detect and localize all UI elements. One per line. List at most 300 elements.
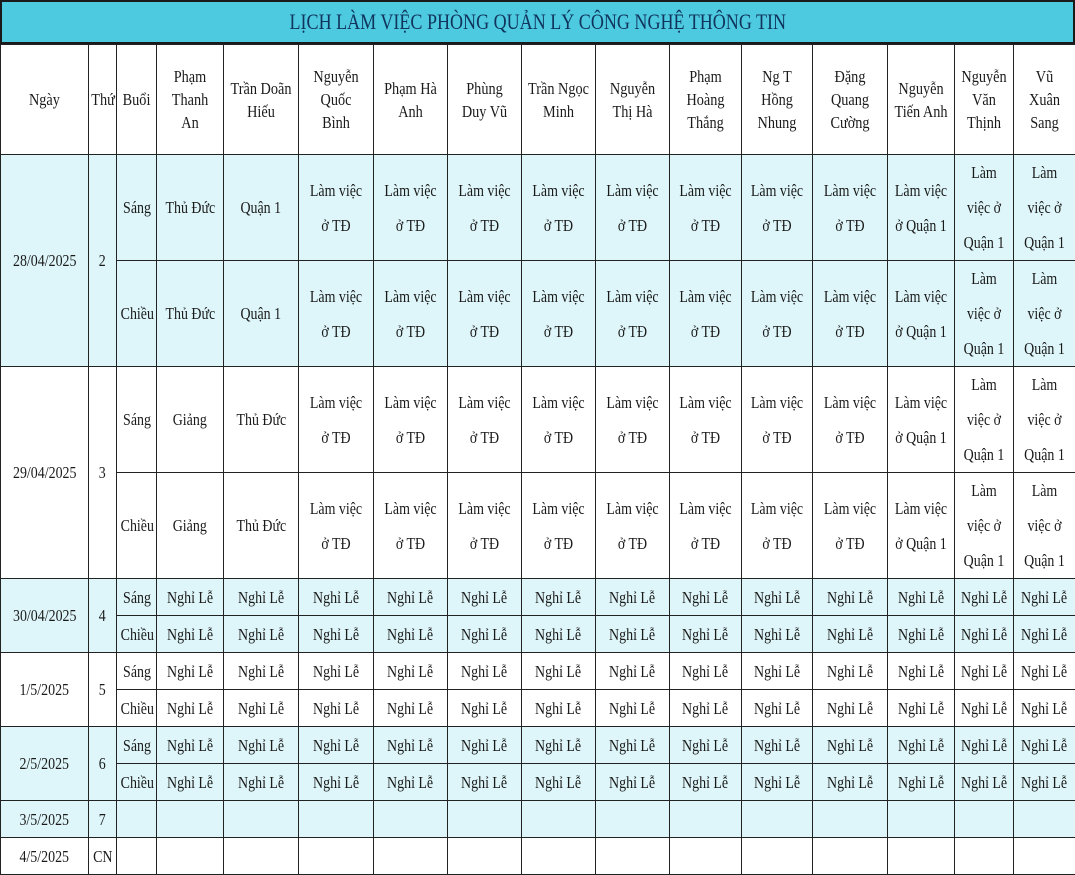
schedule-cell-text: Làm việc ở TĐ <box>748 385 805 455</box>
schedule-cell <box>374 838 448 875</box>
header-person <box>742 45 813 155</box>
schedule-cell <box>955 261 1014 367</box>
schedule-cell-text: Làm việc ở TĐ <box>676 491 734 561</box>
header-person-text: Trần Ngọc Minh <box>528 77 589 123</box>
schedule-cell-text: Làm việc ở Quận 1 <box>960 367 1008 472</box>
schedule-cell-text: Thủ Đức <box>165 190 215 225</box>
schedule-cell-text: Nghỉ Lễ <box>387 580 433 615</box>
schedule-cell-text: Làm việc ở TĐ <box>455 491 515 561</box>
header-person-text: Nguyễn Quốc Bình <box>305 65 367 134</box>
schedule-cell-text: Làm việc ở Quận 1 <box>1019 367 1069 472</box>
schedule-cell <box>596 473 670 579</box>
header-person-text: Phạm Hà Anh <box>380 77 441 123</box>
schedule-cell <box>299 690 374 727</box>
date-cell-text: 4/5/2025 <box>20 839 70 874</box>
schedule-cell-text: Làm việc ở TĐ <box>529 279 589 349</box>
schedule-cell <box>813 690 888 727</box>
schedule-cell-text: Làm việc ở Quận 1 <box>960 155 1008 260</box>
schedule-cell <box>596 616 670 653</box>
schedule-cell-text: Làm việc ở TĐ <box>603 173 663 243</box>
schedule-cell <box>1014 653 1075 690</box>
session-cell <box>117 473 157 579</box>
weekday-cell <box>89 727 117 801</box>
header-session <box>117 45 157 155</box>
schedule-cell-text: Nghỉ Lễ <box>682 691 728 726</box>
schedule-cell <box>596 579 670 616</box>
schedule-cell-text: Làm việc ở TĐ <box>306 385 367 455</box>
session-cell <box>117 653 157 690</box>
schedule-cell <box>224 616 299 653</box>
schedule-cell <box>224 727 299 764</box>
schedule-cell-text: Quận 1 <box>241 190 282 225</box>
schedule-cell <box>955 367 1014 473</box>
header-person-text: Nguyễn Thị Hà <box>602 77 663 123</box>
schedule-cell-text: Làm việc ở Quận 1 <box>1019 261 1069 366</box>
schedule-cell-text: Nghỉ Lễ <box>1021 728 1067 763</box>
schedule-cell-text: Nghỉ Lễ <box>609 617 655 652</box>
schedule-cell-text: Quận 1 <box>241 296 282 331</box>
table-row <box>1 690 1075 727</box>
schedule-cell <box>742 690 813 727</box>
table-row <box>1 155 1075 261</box>
schedule-cell <box>888 727 955 764</box>
schedule-cell <box>596 653 670 690</box>
schedule-cell-text: Làm việc ở TĐ <box>603 279 663 349</box>
schedule-cell-text: Nghỉ Lễ <box>961 580 1007 615</box>
schedule-cell-text: Nghỉ Lễ <box>461 728 507 763</box>
sheet-title-text: LỊCH LÀM VIỆC PHÒNG QUẢN LÝ CÔNG NGHỆ THÔNG TIN <box>289 9 786 35</box>
schedule-cell <box>1014 473 1075 579</box>
schedule-cell <box>448 261 522 367</box>
schedule-cell-text: Nghỉ Lễ <box>682 580 728 615</box>
header-person <box>888 45 955 155</box>
schedule-cell <box>955 155 1014 261</box>
schedule-cell-text: Nghỉ Lễ <box>827 728 873 763</box>
schedule-cell-text: Nghỉ Lễ <box>535 580 581 615</box>
schedule-cell <box>596 801 670 838</box>
header-person <box>670 45 742 155</box>
schedule-cell <box>742 616 813 653</box>
schedule-cell-text: Nghỉ Lễ <box>1021 617 1067 652</box>
schedule-cell <box>157 261 224 367</box>
session-cell-text: Sáng <box>123 190 151 225</box>
weekday-cell <box>89 155 117 367</box>
schedule-cell-text: Nghỉ Lễ <box>754 580 800 615</box>
schedule-cell-text: Làm việc ở TĐ <box>748 173 805 243</box>
schedule-cell <box>448 367 522 473</box>
schedule-cell-text: Nghỉ Lễ <box>535 617 581 652</box>
session-cell <box>117 764 157 801</box>
schedule-cell <box>374 473 448 579</box>
schedule-cell-text: Nghỉ Lễ <box>754 654 800 689</box>
schedule-cell-text: Nghỉ Lễ <box>167 654 213 689</box>
schedule-cell <box>888 579 955 616</box>
schedule-cell <box>224 367 299 473</box>
schedule-cell <box>299 727 374 764</box>
schedule-cell-text: Làm việc ở TĐ <box>306 279 367 349</box>
schedule-cell <box>742 473 813 579</box>
session-cell-text: Sáng <box>123 654 151 689</box>
schedule-cell <box>955 801 1014 838</box>
schedule-cell <box>522 473 596 579</box>
schedule-cell <box>955 616 1014 653</box>
schedule-cell-text: Làm việc ở TĐ <box>676 173 734 243</box>
schedule-cell <box>742 155 813 261</box>
weekday-cell <box>89 801 117 838</box>
schedule-cell <box>299 616 374 653</box>
schedule-cell-text: Làm việc ở Quận 1 <box>1019 473 1069 578</box>
schedule-cell <box>813 616 888 653</box>
schedule-cell <box>374 801 448 838</box>
schedule-cell <box>522 838 596 875</box>
weekday-cell-text: CN <box>93 839 112 874</box>
schedule-cell-text: Làm việc ở Quận 1 <box>894 279 948 349</box>
schedule-cell <box>813 838 888 875</box>
schedule-cell-text: Nghỉ Lễ <box>461 654 507 689</box>
schedule-cell <box>224 764 299 801</box>
schedule-cell <box>813 367 888 473</box>
schedule-cell-text: Nghỉ Lễ <box>387 691 433 726</box>
schedule-cell <box>1014 579 1075 616</box>
schedule-cell <box>374 155 448 261</box>
schedule-cell-text: Làm việc ở TĐ <box>529 491 589 561</box>
schedule-cell <box>157 473 224 579</box>
schedule-cell-text: Nghỉ Lễ <box>461 691 507 726</box>
schedule-cell <box>596 261 670 367</box>
schedule-cell <box>888 616 955 653</box>
schedule-cell <box>955 690 1014 727</box>
schedule-cell <box>224 838 299 875</box>
header-person-text: Ng T Hồng Nhung <box>748 65 807 134</box>
date-cell <box>1 579 89 653</box>
schedule-cell <box>813 801 888 838</box>
session-cell <box>117 838 157 875</box>
schedule-cell-text: Làm việc ở TĐ <box>306 173 367 243</box>
schedule-cell-text: Thủ Đức <box>236 508 286 543</box>
schedule-cell-text: Nghỉ Lễ <box>167 765 213 800</box>
date-cell-text: 2/5/2025 <box>20 746 70 781</box>
schedule-cell-text: Nghỉ Lễ <box>609 654 655 689</box>
schedule-cell-text: Thủ Đức <box>236 402 286 437</box>
header-person-text: Đặng Quang Cường <box>819 65 881 134</box>
session-cell <box>117 155 157 261</box>
schedule-cell <box>955 727 1014 764</box>
session-cell <box>117 579 157 616</box>
schedule-cell <box>299 838 374 875</box>
schedule-cell-text: Làm việc ở TĐ <box>676 279 734 349</box>
schedule-cell <box>448 653 522 690</box>
schedule-cell-text: Làm việc ở TĐ <box>603 491 663 561</box>
schedule-cell <box>742 838 813 875</box>
schedule-cell <box>522 690 596 727</box>
schedule-cell-text: Làm việc ở TĐ <box>676 385 734 455</box>
table-row <box>1 801 1075 838</box>
session-cell-text: Chiều <box>121 508 154 543</box>
weekday-cell-text: 7 <box>99 802 106 837</box>
schedule-cell-text: Làm việc ở TĐ <box>529 173 589 243</box>
header-person <box>374 45 448 155</box>
schedule-cell <box>888 690 955 727</box>
schedule-cell <box>448 838 522 875</box>
header-person <box>299 45 374 155</box>
schedule-cell-text: Làm việc ở TĐ <box>603 385 663 455</box>
schedule-cell <box>888 261 955 367</box>
schedule-cell-text: Làm việc ở TĐ <box>820 173 881 243</box>
schedule-cell-text: Nghỉ Lễ <box>387 765 433 800</box>
weekday-cell <box>89 838 117 875</box>
schedule-cell <box>522 764 596 801</box>
schedule-cell-text: Làm việc ở TĐ <box>381 491 441 561</box>
schedule-cell-text: Nghỉ Lễ <box>898 765 944 800</box>
schedule-cell <box>596 838 670 875</box>
schedule-cell <box>742 801 813 838</box>
schedule-cell <box>522 616 596 653</box>
schedule-cell <box>374 764 448 801</box>
header-person <box>955 45 1014 155</box>
schedule-cell-text: Nghỉ Lễ <box>961 728 1007 763</box>
schedule-cell <box>299 579 374 616</box>
schedule-cell <box>374 727 448 764</box>
header-person-text: Vũ Xuân Sang <box>1019 65 1070 134</box>
schedule-cell-text: Nghỉ Lễ <box>167 728 213 763</box>
schedule-cell <box>670 838 742 875</box>
date-cell-text: 30/04/2025 <box>13 598 77 633</box>
schedule-cell <box>813 473 888 579</box>
schedule-cell <box>888 367 955 473</box>
schedule-cell-text: Nghỉ Lễ <box>609 580 655 615</box>
session-cell <box>117 801 157 838</box>
schedule-cell <box>670 764 742 801</box>
schedule-cell-text: Nghỉ Lễ <box>1021 765 1067 800</box>
schedule-cell <box>1014 690 1075 727</box>
schedule-cell <box>670 473 742 579</box>
schedule-cell <box>670 579 742 616</box>
schedule-cell <box>888 155 955 261</box>
schedule-cell <box>596 764 670 801</box>
schedule-cell-text: Nghỉ Lễ <box>238 580 284 615</box>
schedule-cell <box>742 261 813 367</box>
header-person-text: Trần Doãn Hiếu <box>230 77 292 123</box>
schedule-cell-text: Nghỉ Lễ <box>754 691 800 726</box>
date-cell-text: 3/5/2025 <box>20 802 70 837</box>
schedule-cell <box>596 367 670 473</box>
schedule-cell-text: Nghỉ Lễ <box>167 691 213 726</box>
schedule-table <box>0 44 1075 875</box>
schedule-cell <box>299 261 374 367</box>
schedule-cell <box>596 727 670 764</box>
schedule-cell-text: Làm việc ở TĐ <box>381 173 441 243</box>
schedule-cell <box>522 727 596 764</box>
schedule-cell <box>1014 801 1075 838</box>
header-person-text: Phạm Hoàng Thắng <box>676 65 736 134</box>
schedule-cell-text: Nghỉ Lễ <box>387 617 433 652</box>
schedule-cell-text: Nghỉ Lễ <box>827 580 873 615</box>
schedule-cell <box>742 579 813 616</box>
schedule-cell-text: Nghỉ Lễ <box>387 728 433 763</box>
session-cell <box>117 727 157 764</box>
schedule-cell <box>299 367 374 473</box>
schedule-cell <box>448 579 522 616</box>
schedule-cell <box>955 653 1014 690</box>
schedule-cell-text: Nghỉ Lễ <box>313 580 359 615</box>
schedule-cell-text: Nghỉ Lễ <box>898 617 944 652</box>
schedule-cell-text: Nghỉ Lễ <box>535 691 581 726</box>
schedule-cell <box>955 764 1014 801</box>
schedule-cell <box>670 653 742 690</box>
schedule-cell-text: Làm việc ở Quận 1 <box>960 473 1008 578</box>
schedule-cell-text: Nghỉ Lễ <box>313 617 359 652</box>
schedule-cell-text: Nghỉ Lễ <box>1021 654 1067 689</box>
schedule-cell <box>224 473 299 579</box>
schedule-cell <box>374 261 448 367</box>
schedule-cell <box>888 801 955 838</box>
schedule-cell <box>522 653 596 690</box>
schedule-cell-text: Nghỉ Lễ <box>961 654 1007 689</box>
schedule-cell <box>742 367 813 473</box>
session-cell <box>117 616 157 653</box>
schedule-cell-text: Nghỉ Lễ <box>961 765 1007 800</box>
session-cell-text: Sáng <box>123 402 151 437</box>
schedule-cell <box>448 473 522 579</box>
date-cell <box>1 155 89 367</box>
schedule-cell <box>374 653 448 690</box>
session-cell <box>117 367 157 473</box>
schedule-cell <box>157 653 224 690</box>
date-cell <box>1 801 89 838</box>
schedule-cell-text: Thủ Đức <box>165 296 215 331</box>
schedule-cell <box>224 579 299 616</box>
date-cell-text: 28/04/2025 <box>13 243 77 278</box>
schedule-cell-text: Làm việc ở TĐ <box>820 491 881 561</box>
session-cell-text: Chiều <box>121 296 154 331</box>
header-person-text: Phùng Duy Vũ <box>454 77 515 123</box>
schedule-cell <box>157 616 224 653</box>
schedule-cell <box>224 690 299 727</box>
schedule-cell <box>157 838 224 875</box>
weekday-cell-text: 2 <box>99 243 106 278</box>
schedule-cell <box>522 261 596 367</box>
schedule-cell <box>299 764 374 801</box>
schedule-cell-text: Làm việc ở Quận 1 <box>1019 155 1069 260</box>
schedule-cell <box>448 801 522 838</box>
schedule-cell <box>813 764 888 801</box>
schedule-cell-text: Nghỉ Lễ <box>682 728 728 763</box>
schedule-cell <box>157 727 224 764</box>
schedule-cell <box>157 764 224 801</box>
schedule-cell-text: Làm việc ở TĐ <box>306 491 367 561</box>
schedule-cell <box>374 616 448 653</box>
header-date <box>1 45 89 155</box>
weekday-cell-text: 3 <box>99 455 106 490</box>
schedule-cell <box>670 155 742 261</box>
schedule-cell-text: Làm việc ở TĐ <box>455 279 515 349</box>
date-cell <box>1 367 89 579</box>
schedule-cell-text: Làm việc ở Quận 1 <box>960 261 1008 366</box>
header-date-text: Ngày <box>29 88 60 111</box>
schedule-cell <box>1014 838 1075 875</box>
schedule-cell-text: Nghỉ Lễ <box>313 691 359 726</box>
table-row <box>1 764 1075 801</box>
header-person-text: Phạm Thanh An <box>162 65 217 134</box>
schedule-cell-text: Nghỉ Lễ <box>827 654 873 689</box>
schedule-cell-text: Làm việc ở TĐ <box>820 279 881 349</box>
schedule-cell-text: Nghỉ Lễ <box>754 617 800 652</box>
schedule-cell-text: Nghỉ Lễ <box>238 691 284 726</box>
schedule-cell-text: Nghỉ Lễ <box>827 691 873 726</box>
header-row <box>1 45 1075 155</box>
schedule-cell-text: Làm việc ở Quận 1 <box>894 173 948 243</box>
schedule-cell <box>1014 155 1075 261</box>
schedule-cell <box>670 367 742 473</box>
schedule-cell-text: Làm việc ở TĐ <box>748 279 805 349</box>
schedule-cell <box>1014 616 1075 653</box>
date-cell <box>1 838 89 875</box>
schedule-cell-text: Nghỉ Lễ <box>238 728 284 763</box>
schedule-cell-text: Nghỉ Lễ <box>961 617 1007 652</box>
weekday-cell-text: 6 <box>99 746 106 781</box>
schedule-cell-text: Nghỉ Lễ <box>827 617 873 652</box>
schedule-cell-text: Nghỉ Lễ <box>313 728 359 763</box>
schedule-cell <box>1014 367 1075 473</box>
schedule-cell-text: Nghỉ Lễ <box>535 728 581 763</box>
schedule-cell-text: Nghỉ Lễ <box>1021 691 1067 726</box>
header-person <box>813 45 888 155</box>
schedule-cell-text: Nghỉ Lễ <box>238 765 284 800</box>
session-cell <box>117 690 157 727</box>
date-cell-text: 1/5/2025 <box>20 672 70 707</box>
schedule-cell-text: Làm việc ở TĐ <box>381 279 441 349</box>
schedule-cell <box>888 473 955 579</box>
weekday-cell <box>89 579 117 653</box>
date-cell <box>1 653 89 727</box>
schedule-cell <box>670 727 742 764</box>
schedule-cell-text: Làm việc ở TĐ <box>455 385 515 455</box>
schedule-cell-text: Nghỉ Lễ <box>898 728 944 763</box>
schedule-cell-text: Nghỉ Lễ <box>313 765 359 800</box>
header-session-text: Buổi <box>123 88 151 111</box>
schedule-cell-text: Nghỉ Lễ <box>461 765 507 800</box>
schedule-cell-text: Làm việc ở TĐ <box>455 173 515 243</box>
weekday-cell <box>89 367 117 579</box>
schedule-cell <box>670 690 742 727</box>
schedule-cell-text: Nghỉ Lễ <box>461 580 507 615</box>
schedule-cell-text: Nghỉ Lễ <box>167 617 213 652</box>
schedule-cell <box>670 801 742 838</box>
schedule-cell <box>522 801 596 838</box>
schedule-cell <box>299 473 374 579</box>
table-row <box>1 727 1075 764</box>
session-cell <box>117 261 157 367</box>
schedule-cell-text: Làm việc ở TĐ <box>381 385 441 455</box>
schedule-cell <box>224 261 299 367</box>
session-cell-text: Sáng <box>123 580 151 615</box>
schedule-cell-text: Nghỉ Lễ <box>682 654 728 689</box>
session-cell-text: Chiều <box>121 617 154 652</box>
schedule-cell-text: Nghỉ Lễ <box>682 617 728 652</box>
schedule-cell-text: Nghỉ Lễ <box>898 691 944 726</box>
schedule-cell <box>299 155 374 261</box>
schedule-cell <box>374 579 448 616</box>
schedule-cell <box>742 653 813 690</box>
schedule-cell-text: Nghỉ Lễ <box>754 728 800 763</box>
session-cell-text: Chiều <box>121 765 154 800</box>
schedule-cell-text: Nghỉ Lễ <box>167 580 213 615</box>
schedule-cell <box>374 690 448 727</box>
header-person-text: Nguyễn Tiến Anh <box>893 77 948 123</box>
schedule-cell-text: Nghỉ Lễ <box>387 654 433 689</box>
schedule-cell-text: Nghỉ Lễ <box>609 765 655 800</box>
schedule-cell <box>224 155 299 261</box>
